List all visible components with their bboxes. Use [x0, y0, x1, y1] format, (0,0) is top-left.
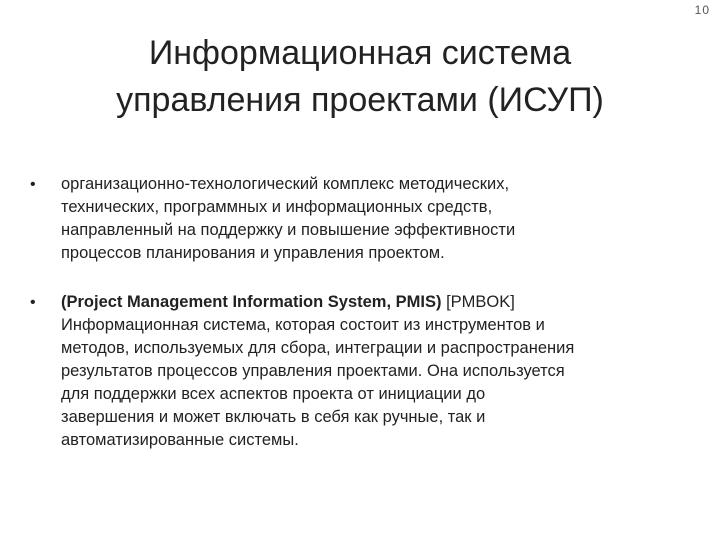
bullet-list: [30, 173, 650, 452]
slide-title-line-1: Информационная система: [148, 34, 572, 72]
slide-title-line-2: управления проектами (ИСУП): [116, 81, 604, 119]
bullet-text-line: для поддержки всех аспектов проекта от инициации до: [61, 385, 486, 403]
bullet-text-line: процессов планирования и управления проектом.: [61, 244, 445, 262]
bullet-item-definition: [30, 173, 650, 265]
slide-title: [40, 30, 680, 124]
bullet-lead-line: [61, 291, 650, 314]
pmis-term: (Project Management Information System, PMIS): [61, 293, 442, 311]
bullet-item-pmis: [30, 291, 650, 452]
bullet-text-line: технических, программных и информационных средств,: [61, 198, 493, 216]
bullet-text-line: автоматизированные системы.: [61, 431, 299, 449]
bullet-text-line: методов, используемых для сбора, интеграции и распространения: [61, 339, 575, 357]
slide-number: 10: [694, 3, 710, 17]
bullet-marker: •: [30, 294, 36, 311]
bullet-text-line: результатов процессов управления проектами. Она используется: [61, 362, 565, 380]
bullet-marker: •: [30, 176, 36, 193]
pmbok-reference: [PMBOK]: [441, 293, 515, 311]
bullet-text-line: завершения и может включать в себя как ручные, так и: [61, 408, 486, 426]
bullet-text-line: Информационная система, которая состоит из инструментов и: [61, 316, 545, 334]
bullet-text-line: организационно-технологический комплекс методических,: [61, 175, 510, 193]
bullet-text-line: направленный на поддержку и повышение эффективности: [61, 221, 516, 239]
